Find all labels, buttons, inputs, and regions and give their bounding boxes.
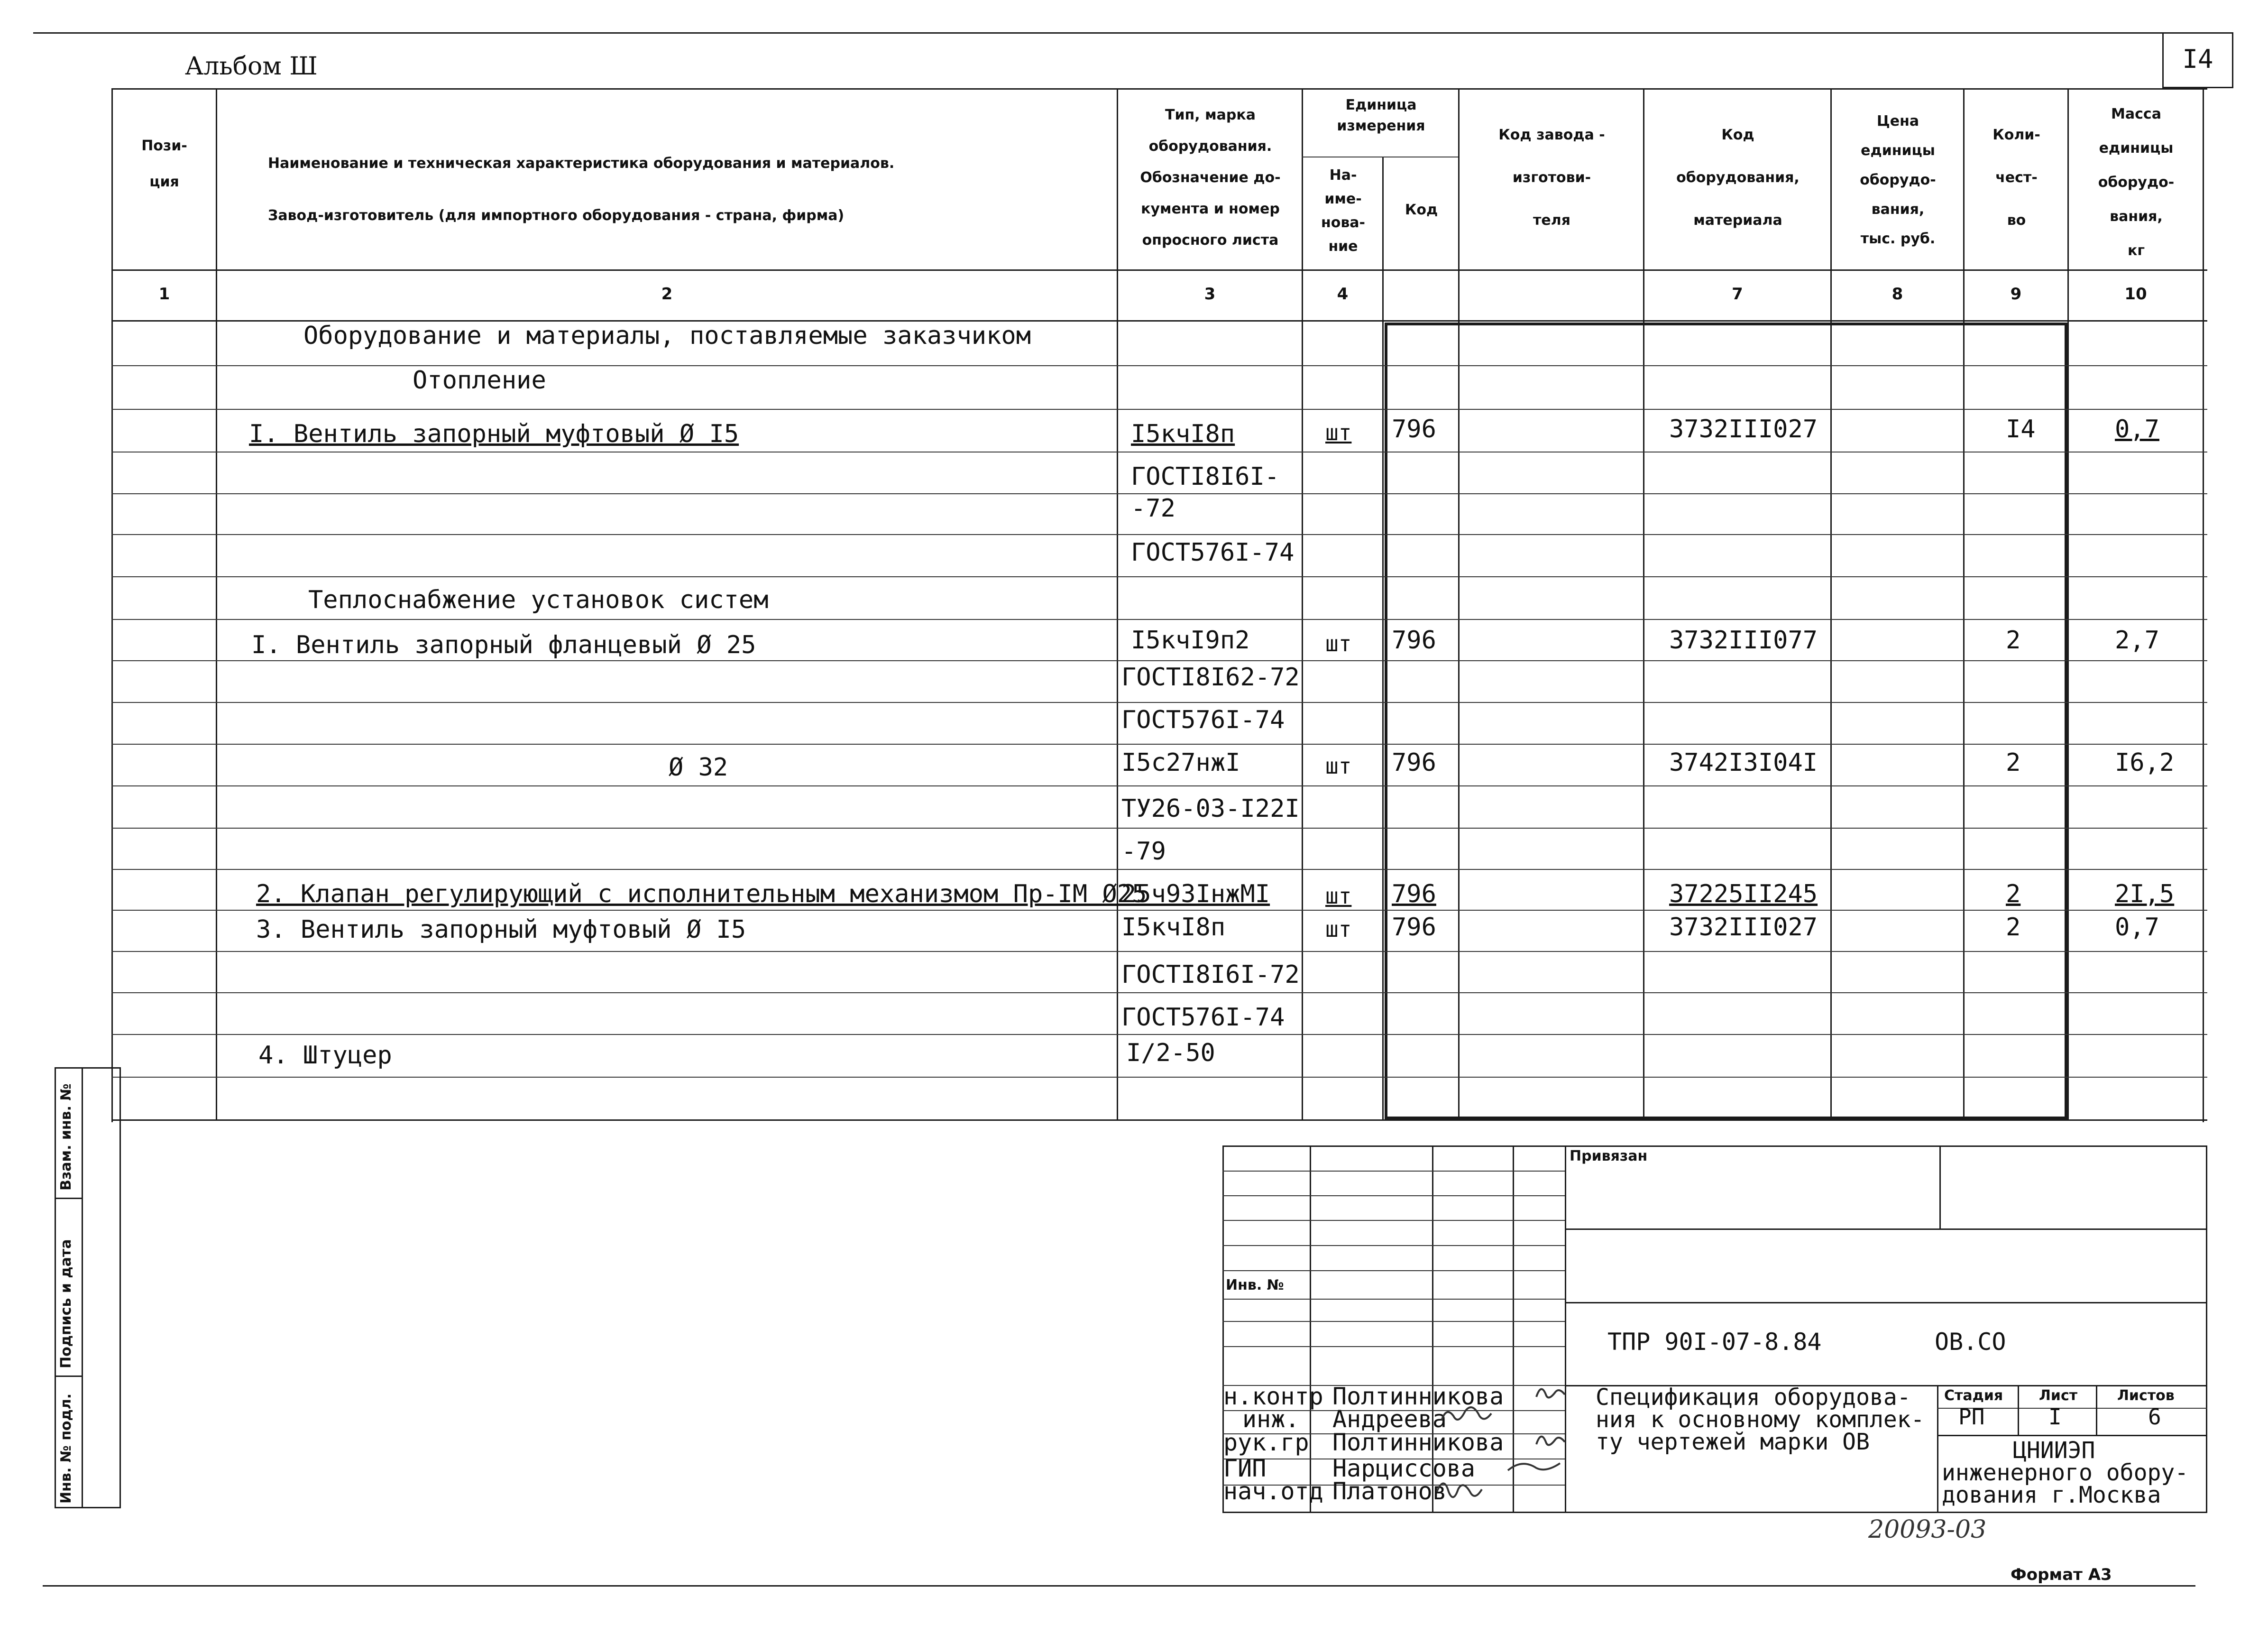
row-13-type: 25ч93IнжМI bbox=[1121, 880, 1270, 908]
tb-org-line-1: инженерного обору- bbox=[1942, 1459, 2189, 1486]
frame-top-line bbox=[33, 32, 2233, 34]
tb-role-0: н.контр bbox=[1223, 1383, 1323, 1410]
body-left-line bbox=[119, 1119, 121, 1508]
row-14-unit: шт bbox=[1325, 916, 1352, 942]
row-1-name: Отопление bbox=[413, 366, 546, 395]
colnum-9: 9 bbox=[2010, 285, 2022, 304]
tb-doc-code: ТПР 90I-07-8.84 bbox=[1607, 1328, 1822, 1356]
row-13-mass: 2I,5 bbox=[2115, 880, 2175, 908]
colnum-8: 8 bbox=[1892, 285, 1903, 304]
tb-role-2: рук.гр bbox=[1223, 1429, 1309, 1456]
row-13-name: 2. Клапан регулирующий с исполнительным механизмом Пр-IМ Ø25 bbox=[256, 880, 1147, 908]
sheet-number: I4 bbox=[2182, 44, 2213, 74]
tb-name-3: Нарциссова bbox=[1332, 1455, 1476, 1482]
row-line bbox=[111, 992, 2207, 993]
tb-privyazan: Привязан bbox=[1570, 1148, 1648, 1164]
row-16-type: ГОСТ576I-74 bbox=[1121, 1003, 1285, 1032]
row-line bbox=[111, 785, 2207, 786]
tb-stage-label: Стадия bbox=[1944, 1387, 2003, 1404]
row-line bbox=[111, 910, 2207, 911]
tb-name-4: Платонов bbox=[1332, 1477, 1447, 1505]
tb-hline bbox=[1222, 1321, 1565, 1322]
table-top-border bbox=[111, 88, 2207, 90]
format-label: Формат А3 bbox=[2011, 1565, 2112, 1584]
tb-role-3: ГИП bbox=[1223, 1455, 1267, 1482]
tb-vline-right bbox=[2096, 1385, 2097, 1435]
col-line-4 bbox=[1382, 157, 1384, 1119]
row-14-name: 3. Вентиль запорный муфтовый Ø I5 bbox=[256, 915, 746, 944]
side-stamp-divider bbox=[82, 1067, 83, 1508]
row-line bbox=[111, 828, 2207, 829]
tb-name-1: Андреева bbox=[1332, 1405, 1447, 1433]
header-bottom-border bbox=[111, 269, 2207, 271]
tb-hline-right bbox=[1565, 1228, 2207, 1230]
row-13-unit: шт bbox=[1325, 883, 1352, 909]
header-type: Тип, марка оборудования. Обозначение до- кумента и номер опросного листа bbox=[1140, 107, 1281, 249]
row-line bbox=[111, 951, 2207, 952]
tb-hline bbox=[1222, 1220, 1565, 1221]
row-line bbox=[111, 1077, 2207, 1078]
tb-title-line-2: ту чертежей марки ОВ bbox=[1596, 1429, 1870, 1455]
tb-sheet: I bbox=[2048, 1404, 2062, 1430]
album-label: Альбом Ш bbox=[185, 52, 318, 81]
row-14-unit-code: 796 bbox=[1392, 913, 1436, 942]
row-line bbox=[111, 409, 2207, 410]
header-unit-name: На- име- нова- ние bbox=[1321, 167, 1366, 255]
tb-inv-no: Инв. № bbox=[1226, 1277, 1284, 1293]
row-4-type: -72 bbox=[1131, 494, 1175, 523]
side-stamp-row-line bbox=[55, 1376, 83, 1377]
colnum-7: 7 bbox=[1732, 285, 1743, 304]
row-2-mass: 0,7 bbox=[2115, 415, 2159, 443]
bottom-line bbox=[43, 1585, 2195, 1587]
header-factory-code: Код завода - изготови- теля bbox=[1498, 127, 1605, 229]
tb-vline-right bbox=[1939, 1145, 1941, 1228]
col-line-10 bbox=[2203, 88, 2204, 1122]
side-stamp-inv: Инв. № подл. bbox=[58, 1393, 74, 1504]
row-7-qty: 2 bbox=[2006, 626, 2021, 655]
row-6-name: Теплоснабжение установок систем bbox=[308, 586, 769, 614]
side-stamp-replace: Взам. инв. № bbox=[58, 1083, 74, 1191]
row-2-qty: I4 bbox=[2006, 415, 2036, 443]
row-10-mass: I6,2 bbox=[2115, 748, 2175, 777]
row-14-code: 3732III027 bbox=[1669, 913, 1818, 942]
row-10-code: 3742I3I04I bbox=[1669, 748, 1818, 777]
row-line bbox=[111, 744, 2207, 745]
tb-title-line-0: Спецификация оборудова- bbox=[1596, 1384, 1911, 1411]
header-quantity: Коли- чест- во bbox=[1993, 127, 2040, 229]
side-stamp-row-line bbox=[55, 1198, 83, 1199]
tb-sheets: 6 bbox=[2148, 1404, 2161, 1430]
header-position: Пози- ция bbox=[141, 138, 187, 190]
row-13-code: 37225II245 bbox=[1669, 880, 1818, 908]
row-2-code: 3732III027 bbox=[1669, 415, 1818, 443]
col-line-2 bbox=[1117, 88, 1118, 1120]
row-2-type: I5кчI8п bbox=[1131, 420, 1235, 448]
tb-hline bbox=[1222, 1299, 1565, 1300]
col-line-9 bbox=[2067, 88, 2069, 1120]
row-14-type: I5кчI8п bbox=[1121, 913, 1226, 942]
row-14-qty: 2 bbox=[2006, 913, 2021, 942]
tb-vline bbox=[1310, 1145, 1311, 1513]
row-3-type: ГОСТI8I6I- bbox=[1131, 462, 1280, 491]
row-10-unit-code: 796 bbox=[1392, 748, 1436, 777]
signatures bbox=[1427, 1383, 1570, 1515]
row-2-unit-code: 796 bbox=[1392, 415, 1436, 443]
side-stamp-sign: Подпись и дата bbox=[58, 1239, 74, 1368]
header-equipment-code: Код оборудования, материала bbox=[1676, 127, 1800, 229]
row-7-type: I5кчI9п2 bbox=[1131, 626, 1250, 655]
tb-role-1: инж. bbox=[1242, 1405, 1300, 1433]
tb-hline bbox=[1222, 1171, 1565, 1172]
row-2-name: I. Вентиль запорный муфтовый Ø I5 bbox=[249, 420, 739, 448]
col-line-3 bbox=[1302, 88, 1303, 1120]
row-line bbox=[111, 1034, 2207, 1035]
colnum-2: 2 bbox=[661, 285, 673, 304]
row-line bbox=[111, 869, 2207, 870]
header-price: Цена единицы оборудо- вания, тыс. руб. bbox=[1860, 113, 1936, 247]
colnum-4: 4 bbox=[1337, 285, 1349, 304]
row-line bbox=[111, 576, 2207, 577]
row-7-code: 3732III077 bbox=[1669, 626, 1818, 655]
table-bottom-border bbox=[111, 1119, 2207, 1121]
row-8-type: ГОСТI8I62-72 bbox=[1121, 663, 1300, 692]
colnum-1: 1 bbox=[158, 285, 170, 304]
sheet-number-box bbox=[2162, 32, 2233, 88]
tb-name-0: Полтинникова bbox=[1332, 1383, 1504, 1410]
row-line bbox=[111, 702, 2207, 703]
tb-hline bbox=[1222, 1245, 1565, 1246]
row-0-name: Оборудование и материалы, поставляемые заказчиком bbox=[303, 322, 1031, 350]
row-12-type: -79 bbox=[1121, 837, 1166, 866]
row-line bbox=[111, 660, 2207, 661]
tb-hline bbox=[1222, 1346, 1565, 1347]
archive-number: 20093-03 bbox=[1868, 1515, 1987, 1544]
colnum-10: 10 bbox=[2124, 285, 2147, 304]
row-15-type: ГОСТI8I6I-72 bbox=[1121, 960, 1300, 989]
header-unit-group: Единица измерения bbox=[1337, 97, 1425, 134]
header-mass: Масса единицы оборудо- вания, кг bbox=[2098, 106, 2175, 259]
row-2-unit: шт bbox=[1325, 420, 1352, 445]
row-17-type: I/2-50 bbox=[1126, 1039, 1215, 1067]
tb-sheet-label: Лист bbox=[2039, 1387, 2078, 1404]
tb-vline-right bbox=[2018, 1385, 2019, 1435]
tb-sheets-label: Листов bbox=[2117, 1387, 2175, 1404]
tb-org-line-2: дования г.Москва bbox=[1942, 1482, 2161, 1508]
row-13-qty: 2 bbox=[2006, 880, 2021, 908]
row-10-unit: шт bbox=[1325, 753, 1352, 779]
tb-stage: РП bbox=[1958, 1404, 1985, 1430]
col-line-1 bbox=[216, 88, 217, 1120]
tb-role-4: нач.отд bbox=[1223, 1477, 1323, 1505]
tb-title-line-1: ния к основному комплек- bbox=[1596, 1406, 1925, 1433]
tb-hline-right bbox=[1565, 1302, 2207, 1303]
row-line bbox=[111, 619, 2207, 620]
tb-hline-right bbox=[1937, 1435, 2207, 1436]
row-line bbox=[111, 534, 2207, 535]
row-10-name: Ø 32 bbox=[669, 753, 728, 782]
header-unit-code: Код bbox=[1405, 202, 1438, 218]
row-10-qty: 2 bbox=[2006, 748, 2021, 777]
row-7-name: I. Вентиль запорный фланцевый Ø 25 bbox=[251, 631, 756, 659]
tb-name-2: Полтинникова bbox=[1332, 1429, 1504, 1456]
row-9-type: ГОСТ576I-74 bbox=[1121, 706, 1285, 734]
tb-org-line-0: ЦНИИЭП bbox=[2013, 1437, 2095, 1464]
row-17-name: 4. Штуцер bbox=[258, 1041, 392, 1070]
tb-mark: ОВ.СО bbox=[1935, 1328, 2006, 1356]
row-5-type: ГОСТ576I-74 bbox=[1131, 538, 1295, 567]
tb-hline bbox=[1222, 1195, 1565, 1196]
row-14-mass: 0,7 bbox=[2115, 913, 2159, 942]
row-10-type: I5с27нжI bbox=[1121, 748, 1240, 777]
row-7-mass: 2,7 bbox=[2115, 626, 2159, 655]
col-line-0 bbox=[111, 88, 113, 1122]
row-13-unit-code: 796 bbox=[1392, 880, 1436, 908]
row-7-unit-code: 796 bbox=[1392, 626, 1436, 655]
row-7-unit: шт bbox=[1325, 631, 1352, 656]
tb-vline-right bbox=[1937, 1385, 1938, 1513]
row-11-type: ТУ26-03-I22I bbox=[1121, 794, 1300, 823]
colnum-3: 3 bbox=[1204, 285, 1216, 304]
tb-hline bbox=[1222, 1270, 1565, 1271]
header-name: Наименование и техническая характеристика оборудования и материалов. Завод-изготовитель (для импортного оборудования - страна, фирма) bbox=[268, 155, 895, 224]
